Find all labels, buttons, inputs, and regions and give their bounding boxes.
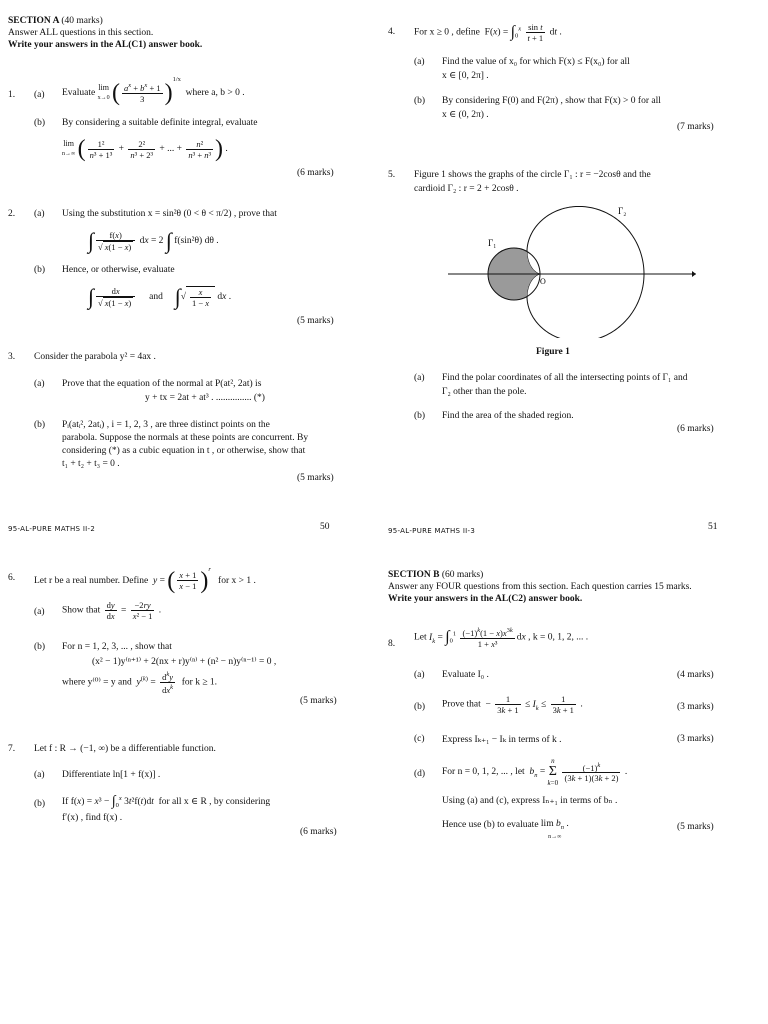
q7-number: 7. — [8, 744, 16, 754]
q8d-body: For n = 0, 1, 2, ... , let $b_n = n$ Σ k=0 $\frac{(-1)^k}{(3k + 1)(3k + 2)}$ . — [442, 757, 628, 787]
q1b-text: By considering a suitable definite integral, evaluate — [62, 118, 258, 128]
q4a-line-2: x ∈ [0, 2π] . — [442, 71, 489, 81]
q1a-condition: where a, b > 0 . — [185, 88, 245, 98]
q1-marks: (6 marks) — [297, 168, 334, 178]
figure-1-diagram — [448, 198, 696, 338]
q8a-marks: (4 marks) — [677, 670, 714, 680]
q3-marks: (5 marks) — [297, 473, 334, 483]
q4-marks: (7 marks) — [677, 122, 714, 132]
q4-intro-line: For x ≥ 0 , define $F(x) = \int_0^x$ $\frac{\text{sin t}}{t + 1}$ dt . — [414, 22, 562, 43]
q3a-equation: y + tx = 2at + at³ . ............... (*) — [145, 393, 265, 403]
pole-label: O — [540, 277, 546, 286]
cardioid-gamma2 — [527, 206, 644, 338]
q2b-and: and — [149, 292, 163, 303]
q5b-label: (b) — [414, 411, 426, 421]
q5a-line-2: Γ₂ other than the pole. — [442, 387, 527, 397]
q3-number: 3. — [8, 352, 16, 362]
q7b-body: If $f(x) = x^3 - \int_0^x$ 3t²f(t)dt for all x ∈ R , by considering — [62, 794, 271, 810]
q1a-text: Evaluate — [62, 88, 96, 98]
q3a-text: Prove that the equation of the normal at P(at², 2at) is — [62, 379, 262, 389]
q6b-for-k: for k ≥ 1. — [181, 677, 218, 688]
q2a-text: Using the substitution x = sin²θ (0 < θ < π/2) , prove that — [62, 209, 277, 219]
q7-marks: (6 marks) — [300, 827, 337, 837]
section-a-marks: (40 marks) — [61, 16, 103, 26]
q8c-text: Express Iₖ₊₁ − Iₖ in terms of k . — [442, 735, 562, 745]
q5-line-2: cardioid Γ₂ : r = 2 + 2cosθ . — [414, 184, 519, 194]
q4a-line-1: Find the value of x₀ for which F(x) ≤ F(x₀) for all — [442, 57, 630, 67]
q3b-line-4: t₁ + t₂ + t₃ = 0 . — [62, 459, 120, 469]
axis-arrow — [692, 271, 696, 277]
section-a-title: SECTION A — [8, 16, 59, 26]
figure-1-caption: Figure 1 — [536, 347, 570, 357]
q8d-text: For n = 0, 1, 2, ... , let — [442, 767, 525, 778]
page-number-51: 51 — [708, 522, 718, 532]
q7b-line-2: f′(x) , find f(x) . — [62, 813, 123, 823]
q6b-where: where y⁽⁰⁾ = y and — [62, 677, 132, 688]
q4-intro: For x ≥ 0 , define — [414, 27, 480, 38]
q1b-expression: lim n→∞ ( $\frac{\text{1²}}{\text{n³ + 1³}}$ + $\frac{\text{2²}}{\text{n³ + 2³}}$ + ... + $\frac{\text{n²}}{\text{n³ + n³}}$ ) . — [62, 136, 228, 162]
q4b-label: (b) — [414, 96, 426, 106]
section-b-header — [388, 570, 483, 580]
q6a-text: Show that — [62, 605, 101, 616]
q3b-line-1: Pᵢ(atᵢ², 2atᵢ) , i = 1, 2, 3 , are three distinct points on the — [62, 420, 270, 430]
q3-intro: Consider the parabola y² = 4ax . — [34, 352, 156, 362]
q5-line-1: Figure 1 shows the graphs of the circle Γ₁ : r = −2cosθ and the — [414, 170, 651, 180]
section-b-instruction-1: Answer any FOUR questions from this section. Each question carries 15 marks. — [388, 582, 692, 592]
q7-intro: Let f : R → (−1, ∞) be a differentiable function. — [34, 744, 216, 754]
q4-number: 4. — [388, 27, 396, 37]
q7a-text: Differentiate ln[1 + f(x)] . — [62, 770, 161, 780]
q2b-label: (b) — [34, 265, 46, 275]
q4b-line-1: By considering F(0) and F(2π) , show that F(x) > 0 for all — [442, 96, 661, 106]
gamma1-label: Γ₁ — [488, 238, 497, 248]
q4b-line-2: x ∈ (0, 2π) . — [442, 110, 489, 120]
q8c-label: (c) — [414, 734, 425, 744]
q2b-text: Hence, or otherwise, evaluate — [62, 265, 175, 275]
q2-number: 2. — [8, 209, 16, 219]
q8a-text: Evaluate I₀ . — [442, 670, 489, 680]
q6-intro: Let r be a real number. Define — [34, 576, 149, 586]
q4a-label: (a) — [414, 57, 425, 67]
q5a-line-1: Find the polar coordinates of all the intersecting points of Γ₁ and — [442, 373, 688, 383]
section-b-marks: (60 marks) — [441, 570, 484, 580]
q3a-label: (a) — [34, 379, 45, 389]
q6b-equation: (x² − 1)y⁽ⁿ⁺¹⁾ + 2(nx + r)y⁽ⁿ⁾ + (n² − n)y⁽ⁿ⁻¹⁾ = 0 , — [92, 657, 277, 667]
q7b-line-1: for all x ∈ R , by considering — [158, 797, 271, 808]
q6-marks: (5 marks) — [300, 696, 337, 706]
q2a-label: (a) — [34, 209, 45, 219]
q2-marks: (5 marks) — [297, 316, 334, 326]
q1b-label: (b) — [34, 118, 46, 128]
q1a-label: (a) — [34, 90, 45, 100]
q6b-text: For n = 1, 2, 3, ... , show that — [62, 642, 172, 652]
page-number-50: 50 — [320, 522, 330, 532]
q5-marks: (6 marks) — [677, 424, 714, 434]
q8-number: 8. — [388, 639, 396, 649]
q5-number: 5. — [388, 170, 396, 180]
q2b-expression: ∫ $\frac{dx}{√ x(1 - x)}$ and ∫√ $\frac{x}{1 - x}$ dx . — [88, 284, 232, 309]
q1a-body: Evaluate lim x→0 ( $\frac{a^x + b^x + 1}{3}$ )$^{1/x}$ where a, b > 0 . — [62, 76, 245, 106]
q5a-label: (a) — [414, 373, 425, 383]
q6a-label: (a) — [34, 607, 45, 617]
gamma2-label: Γ₂ — [618, 206, 627, 216]
footer-right: 95-AL-PURE MATHS II-3 — [388, 527, 476, 535]
footer-left: 95-AL-PURE MATHS II-2 — [8, 525, 96, 533]
q8d-line-3: Hence use (b) to evaluate — [442, 820, 539, 830]
q6-condition: for x > 1 . — [218, 576, 256, 586]
q6b-label: (b) — [34, 642, 46, 652]
q8-intro-line: Let $I_k = \int_0^1$ $\frac{(-1)^k(1 - x)x^{3k}}{\text{1 + x³}}$ dx , k = 0, 1, 2, ... . — [414, 627, 589, 649]
q8-intro: Let — [414, 632, 427, 643]
q3b-line-2: parabola. Suppose the normals at these points are concurrent. By — [62, 433, 309, 443]
q8d-line-3-wrap: Hence use (b) to evaluate $\lim b_n$ . n→∞ — [442, 819, 569, 840]
q6b-where-line: where y⁽⁰⁾ = y and $y^{(k)}$ = $\frac{d^ky}{dx^k}$ for k ≥ 1. — [62, 671, 218, 695]
q6-intro-line: Let r be a real number. Define y = ( $\frac{x + 1}{x - 1}$ )$^r$ for x > 1 . — [34, 566, 256, 594]
section-b-instruction-2: Write your answers in the AL(C2) answer book. — [388, 594, 583, 604]
q7a-label: (a) — [34, 770, 45, 780]
q3b-line-3: considering (*) as a cubic equation in t , or otherwise, show that — [62, 446, 306, 456]
q8d-label: (d) — [414, 769, 426, 779]
q2a-expression: ∫ $\frac{f(x)}{√ x(1 - x)}$ dx = 2 ∫ f(sin²θ) dθ . — [88, 228, 219, 253]
section-b-title: SECTION B — [388, 570, 440, 580]
q8a-label: (a) — [414, 670, 425, 680]
q8b-marks: (3 marks) — [677, 702, 714, 712]
q6a-body: Show that $\frac{dy}{dx}$ = $\frac{-2ry}{\text{x² − 1}}$ . — [62, 600, 162, 621]
section-a-instruction-2: Write your answers in the AL(C1) answer book. — [8, 40, 203, 50]
q8d-marks: (5 marks) — [677, 822, 714, 832]
q1-number: 1. — [8, 90, 16, 100]
q3b-label: (b) — [34, 420, 46, 430]
q8b-body: Prove that − $\frac{1}{3k + 1}$ ≤ $I_k$ ≤ $\frac{1}{3k + 1}$ . — [442, 694, 583, 715]
section-a-instruction-1: Answer ALL questions in this section. — [8, 28, 154, 38]
q8d-line-2: Using (a) and (c), express Iₙ₊₁ in terms of bₙ . — [442, 796, 618, 806]
q8b-label: (b) — [414, 702, 426, 712]
q8-intro-tail: , k = 0, 1, 2, ... . — [528, 632, 589, 643]
q8c-marks: (3 marks) — [677, 734, 714, 744]
q6-number: 6. — [8, 573, 16, 583]
q7b-label: (b) — [34, 799, 46, 809]
q5b-text: Find the area of the shaded region. — [442, 411, 574, 421]
q8b-text: Prove that — [442, 699, 481, 710]
